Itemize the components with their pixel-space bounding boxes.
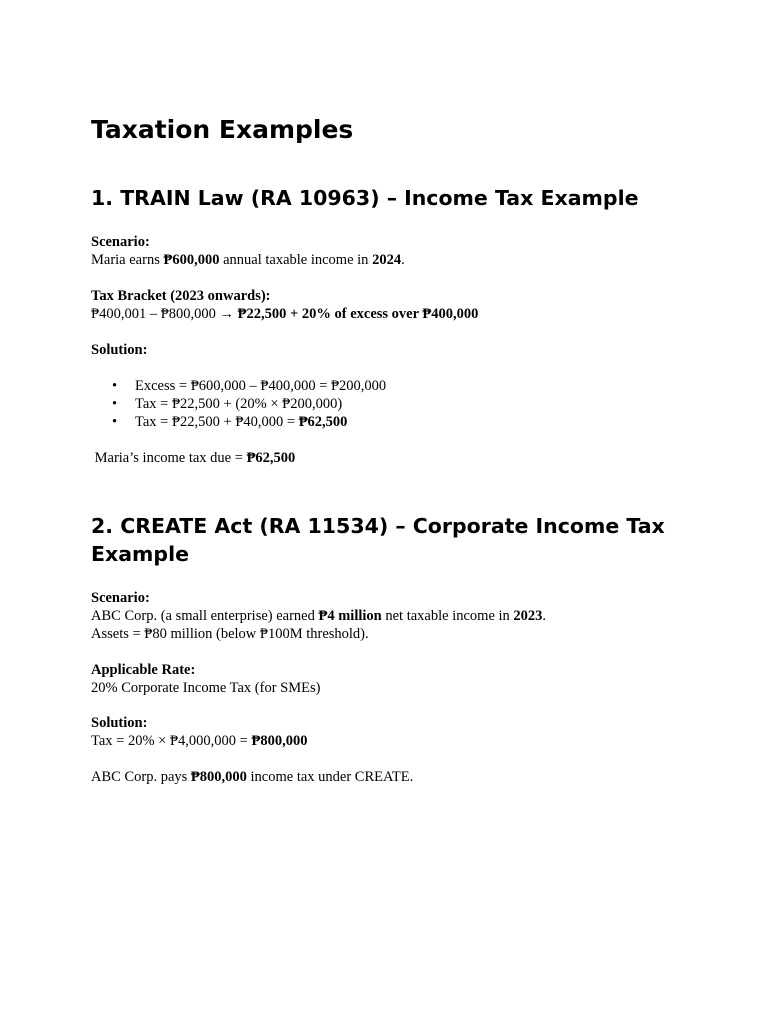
scenario-label: Scenario: [91,590,150,606]
assets-text: Assets = ₱80 million (below ₱100M threshold). [91,626,369,642]
solution-label: Solution: [91,342,148,358]
section-1-conclusion [91,449,691,467]
solution-list [91,377,386,431]
income-amount: ₱600,000 [163,252,220,268]
section-2-conclusion [91,768,691,786]
income-amount: ₱4 million [318,608,382,624]
bullet-icon: • [112,378,118,394]
bullet-icon: • [112,396,118,412]
list-item: • Tax = ₱22,500 + (20% × ₱200,000) [112,396,343,412]
page-title: Taxation Examples [91,115,354,144]
section-2-solution [91,714,691,750]
bracket-text: ₱400,001 – ₱800,000 → ₱22,500 + 20% of excess over ₱400,000 [91,306,479,322]
list-item: • Tax = ₱22,500 + ₱40,000 = ₱62,500 [112,414,348,430]
tax-year: 2023 [513,608,543,624]
bullet-icon: • [112,414,118,430]
section-2-heading: 2. CREATE Act (RA 11534) – Corporate Income Tax Example [91,514,665,566]
section-1-bracket [91,287,691,323]
tax-result: ₱800,000 [251,733,308,749]
list-item: • Excess = ₱600,000 – ₱400,000 = ₱200,000 [112,378,387,394]
scenario-text: ABC Corp. (a small enterprise) earned ₱4 million net taxable income in 2023. [91,608,547,624]
tax-result: ₱62,500 [298,414,348,430]
section-2-scenario [91,589,691,643]
tax-year: 2024 [372,252,402,268]
rate-label: Applicable Rate: [91,662,196,678]
solution-label: Solution: [91,715,148,731]
rate-text: 20% Corporate Income Tax (for SMEs) [91,680,321,696]
section-1-scenario [91,233,691,269]
bracket-label: Tax Bracket (2023 onwards): [91,288,271,304]
section-2-rate [91,661,691,697]
conclusion-text: Maria’s income tax due = ₱62,500 [91,450,296,466]
scenario-label: Scenario: [91,234,150,250]
section-1-heading: 1. TRAIN Law (RA 10963) – Income Tax Example [91,186,639,210]
tax-due-amount: ₱800,000 [190,769,247,785]
bracket-rule: ₱22,500 + 20% of excess over ₱400,000 [237,306,479,322]
tax-due-amount: ₱62,500 [246,450,296,466]
scenario-text: Maria earns ₱600,000 annual taxable income in 2024. [91,252,405,268]
conclusion-text: ABC Corp. pays ₱800,000 income tax under CREATE. [91,769,414,785]
solution-text: Tax = 20% × ₱4,000,000 = ₱800,000 [91,733,308,749]
section-1-solution-label-block [91,341,691,359]
